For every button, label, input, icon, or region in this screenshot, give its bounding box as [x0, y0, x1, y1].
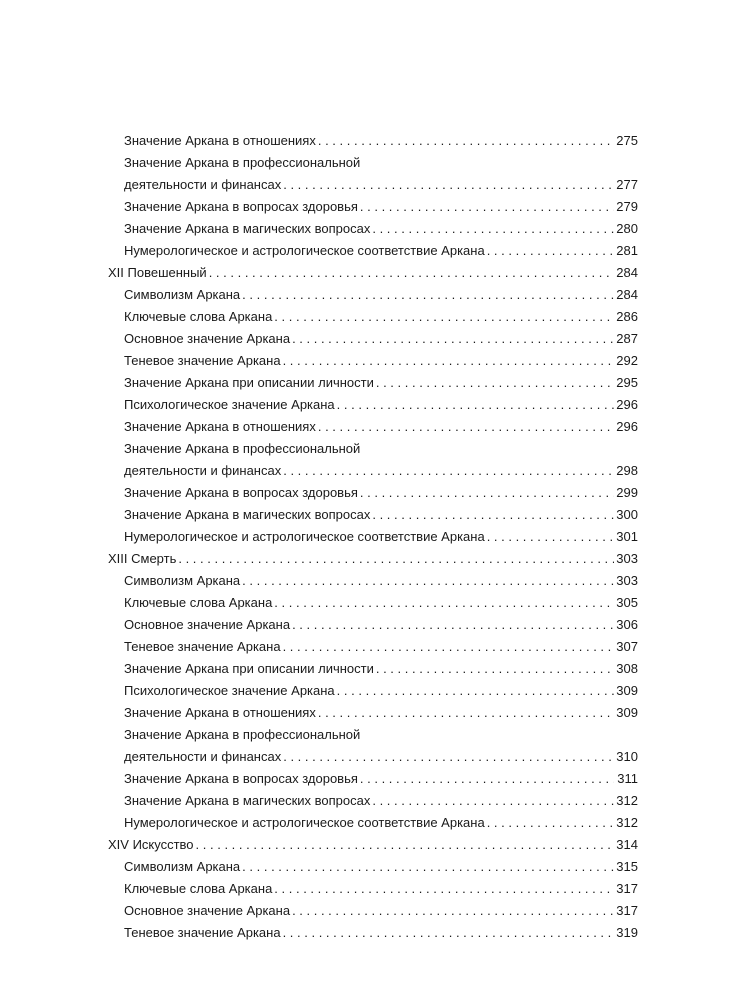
dot-leader [376, 658, 614, 680]
toc-section-entry [124, 130, 638, 152]
dot-leader [283, 922, 614, 944]
toc-entry-page-number: 309 [616, 705, 638, 720]
dot-leader [209, 262, 614, 284]
toc-entry-page-number: 298 [616, 463, 638, 478]
dot-leader [360, 768, 614, 790]
toc-section-entry [124, 724, 638, 768]
toc-entry-title: Значение Аркана в отношениях [124, 133, 316, 148]
toc-entry-title: XII Повешенный [108, 265, 207, 280]
toc-section-entry [124, 680, 638, 702]
toc-section-entry [124, 350, 638, 372]
dot-leader [372, 504, 614, 526]
toc-entry-page-number: 303 [616, 551, 638, 566]
toc-section-entry [124, 196, 638, 218]
toc-entry-page-number: 296 [616, 397, 638, 412]
toc-section-entry [124, 416, 638, 438]
dot-leader [372, 218, 614, 240]
dot-leader [283, 636, 614, 658]
toc-entry-page-number: 309 [616, 683, 638, 698]
dot-leader [274, 878, 614, 900]
dot-leader [283, 350, 614, 372]
toc-entry-title-line1: Значение Аркана в профессиональной [124, 441, 361, 456]
toc-entry-title: Психологическое значение Аркана [124, 683, 335, 698]
dot-leader [292, 900, 614, 922]
toc-section-entry [124, 240, 638, 262]
toc-entry-page-number: 308 [616, 661, 638, 676]
table-of-contents [108, 130, 638, 944]
toc-section-entry [124, 504, 638, 526]
dot-leader [318, 416, 614, 438]
toc-entry-page-number: 301 [616, 529, 638, 544]
toc-section-entry [124, 702, 638, 724]
toc-entry-page-number: 307 [616, 639, 638, 654]
toc-entry-page-number: 299 [616, 485, 638, 500]
toc-entry-title: Значение Аркана при описании личности [124, 375, 374, 390]
toc-entry-title: деятельности и финансах [124, 463, 282, 478]
toc-section-entry [124, 812, 638, 834]
dot-leader [196, 834, 614, 856]
toc-entry-page-number: 312 [616, 815, 638, 830]
toc-section-entry [124, 328, 638, 350]
toc-entry-page-number: 280 [616, 221, 638, 236]
toc-entry-title: Основное значение Аркана [124, 903, 291, 918]
toc-entry-title: Значение Аркана в магических вопросах [124, 793, 371, 808]
dot-leader [487, 812, 614, 834]
toc-entry-title: Основное значение Аркана [124, 331, 291, 346]
toc-section-entry [124, 394, 638, 416]
toc-entry-title: Теневое значение Аркана [124, 925, 281, 940]
dot-leader [487, 240, 614, 262]
toc-entry-page-number: 300 [616, 507, 638, 522]
dot-leader [283, 460, 614, 482]
toc-entry-page-number: 306 [616, 617, 638, 632]
toc-entry-title: Значение Аркана в вопросах здоровья [124, 485, 358, 500]
dot-leader [274, 592, 614, 614]
toc-entry-page-number: 319 [616, 925, 638, 940]
toc-entry-page-number: 292 [616, 353, 638, 368]
toc-section-entry [124, 658, 638, 680]
dot-leader [283, 746, 614, 768]
toc-entry-page-number: 312 [616, 793, 638, 808]
toc-entry-title: деятельности и финансах [124, 177, 282, 192]
dot-leader [318, 130, 614, 152]
toc-chapter-entry [108, 262, 638, 284]
dot-leader [487, 526, 614, 548]
toc-entry-title: Значение Аркана в магических вопросах [124, 507, 371, 522]
toc-entry-page-number: 317 [616, 881, 638, 896]
toc-entry-page-number: 315 [616, 859, 638, 874]
toc-section-entry [124, 768, 638, 790]
dot-leader [318, 702, 614, 724]
toc-entry-title: Символизм Аркана [124, 859, 241, 874]
toc-chapter-entry [108, 548, 638, 570]
dot-leader [337, 394, 614, 416]
dot-leader [242, 856, 614, 878]
toc-section-entry [124, 526, 638, 548]
toc-entry-page-number: 296 [616, 419, 638, 434]
toc-entry-title-line1: Значение Аркана в профессиональной [124, 155, 361, 170]
toc-section-entry [124, 636, 638, 658]
toc-entry-page-number: 279 [616, 199, 638, 214]
dot-leader [242, 570, 614, 592]
toc-section-entry [124, 900, 638, 922]
toc-entry-page-number: 305 [616, 595, 638, 610]
toc-entry-page-number: 303 [616, 573, 638, 588]
toc-entry-title: Значение Аркана в магических вопросах [124, 221, 371, 236]
toc-entry-title: Значение Аркана в вопросах здоровья [124, 199, 358, 214]
toc-entry-page-number: 317 [616, 903, 638, 918]
toc-entry-title: Значение Аркана в отношениях [124, 705, 316, 720]
toc-entry-title: XIII Смерть [108, 551, 177, 566]
toc-chapter-entry [108, 834, 638, 856]
dot-leader [292, 328, 614, 350]
toc-entry-page-number: 281 [616, 243, 638, 258]
toc-entry-title: Ключевые слова Аркана [124, 881, 273, 896]
toc-entry-page-number: 314 [616, 837, 638, 852]
toc-section-entry [124, 790, 638, 812]
toc-entry-title: Теневое значение Аркана [124, 353, 281, 368]
dot-leader [242, 284, 614, 306]
dot-leader [360, 482, 614, 504]
toc-entry-title: Ключевые слова Аркана [124, 595, 273, 610]
toc-entry-title: Психологическое значение Аркана [124, 397, 335, 412]
dot-leader [292, 614, 614, 636]
toc-entry-title: Нумерологическое и астрологическое соответствие Аркана [124, 243, 485, 258]
toc-entry-title: Значение Аркана при описании личности [124, 661, 374, 676]
toc-entry-title: Значение Аркана в отношениях [124, 419, 316, 434]
toc-entry-title: Нумерологическое и астрологическое соответствие Аркана [124, 815, 485, 830]
dot-leader [178, 548, 614, 570]
toc-entry-title: Символизм Аркана [124, 287, 241, 302]
toc-section-entry [124, 284, 638, 306]
toc-section-entry [124, 592, 638, 614]
toc-section-entry [124, 570, 638, 592]
toc-entry-page-number: 287 [616, 331, 638, 346]
toc-entry-title: Значение Аркана в вопросах здоровья [124, 771, 358, 786]
toc-section-entry [124, 306, 638, 328]
toc-entry-page-number: 275 [616, 133, 638, 148]
toc-entry-page-number: 286 [616, 309, 638, 324]
toc-section-entry [124, 152, 638, 196]
toc-entry-page-number: 284 [616, 265, 638, 280]
toc-section-entry [124, 482, 638, 504]
dot-leader [274, 306, 614, 328]
dot-leader [360, 196, 614, 218]
toc-section-entry [124, 372, 638, 394]
toc-entry-title: Нумерологическое и астрологическое соответствие Аркана [124, 529, 485, 544]
toc-entry-page-number: 310 [616, 749, 638, 764]
toc-section-entry [124, 614, 638, 636]
toc-section-entry [124, 922, 638, 944]
dot-leader [337, 680, 614, 702]
toc-entry-title: Символизм Аркана [124, 573, 241, 588]
toc-section-entry [124, 438, 638, 482]
dot-leader [283, 174, 614, 196]
toc-section-entry [124, 218, 638, 240]
dot-leader [372, 790, 614, 812]
toc-entry-title: Основное значение Аркана [124, 617, 291, 632]
toc-entry-page-number: 311 [617, 771, 638, 786]
toc-entry-title: XIV Искусство [108, 837, 194, 852]
toc-entry-title: Теневое значение Аркана [124, 639, 281, 654]
toc-section-entry [124, 856, 638, 878]
toc-entry-page-number: 284 [616, 287, 638, 302]
toc-entry-page-number: 277 [616, 177, 638, 192]
toc-entry-title: Ключевые слова Аркана [124, 309, 273, 324]
toc-entry-page-number: 295 [616, 375, 638, 390]
toc-section-entry [124, 878, 638, 900]
dot-leader [376, 372, 614, 394]
toc-entry-title-line1: Значение Аркана в профессиональной [124, 727, 361, 742]
toc-entry-title: деятельности и финансах [124, 749, 282, 764]
